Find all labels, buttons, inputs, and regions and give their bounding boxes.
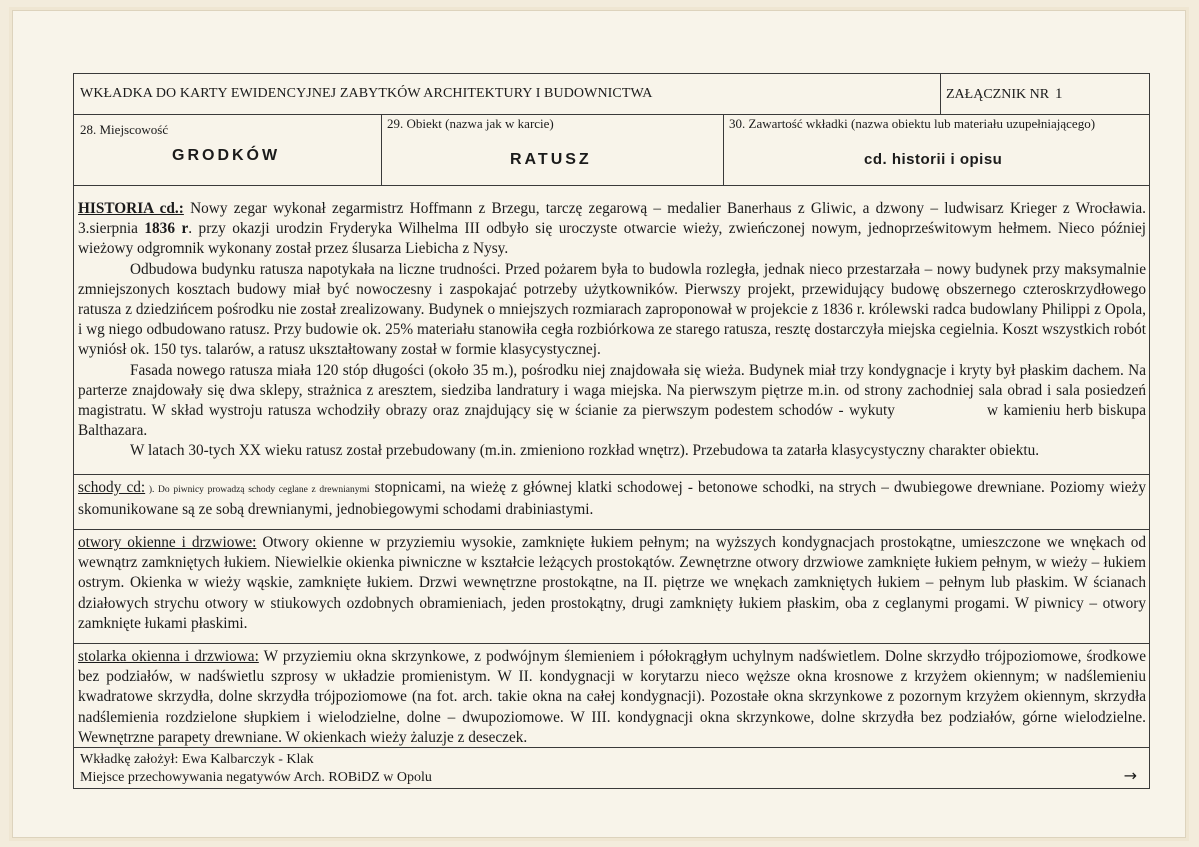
- joinery-paragraph: [78, 647, 1146, 748]
- stairs-heading: schody cd:: [78, 478, 146, 496]
- storage-line: [80, 770, 432, 786]
- record-form: [73, 73, 1150, 789]
- history-text-1a: Nowy zegar wykonał zegarmistrz Hoffmann z Brzegu, tarczę zegarową – medalier Banerhaus z Gliwic, a dzwony – ludwisarz Krieger z Wrocławia. 3.sierpnia: [78, 200, 1146, 238]
- author-line: Wkładkę założył: Ewa Kalbarczyk - Klak: [80, 752, 314, 767]
- meta-divider-1: [381, 114, 382, 185]
- contents-value: cd. historii i opisu: [864, 151, 1003, 168]
- meta-divider-2: [723, 114, 724, 185]
- openings-text: Otwory okienne w przyziemiu wysokie, zamknięte łukiem pełnym; na wyższych kondygnacjach prostokątne, umieszczone we wnękach od wewnątrz zamkniętych łukiem. Niewielkie okienka piwniczne w kształcie leżących prostokątów. Zewnętrzne otwory drzwiowe zamknięte łukiem pełnym, w wieży – łukiem ostrym. Okienka w wieży wąskie, zamknięte łukiem. Drzwi wewnętrzne prostokątne, na II. piętrze we wnękach zamkniętych łukiem – pełnym lub płaskim. W ścianach działowych strychu otwory w stiukowych ozdobnych obramieniach, jeden prostokątny, drugi zamknięty łukiem płaskim, oba z ceglanymi progami. W piwnicy – otwory zamknięte łukami płaskimi.: [78, 534, 1146, 632]
- storage-label: Miejsce przechowywania negatywów: [80, 770, 291, 785]
- history-text-3a: Fasada nowego ratusza miała 120 stóp długości (około 35 m.), pośrodku niej znajdowała się wieża. Budynek miał trzy kondygnacje i kryty był płaskim dachem. Na parterze znajdowały się dwa sklepy, strażnica z aresztem, siedziba landratury i waga miejska. Na pierwszym piętrze m.in. od strony zachodniej sala obrad i sala posiedzeń magistratu. W skład wystroju ratusza wchodziły obrazy oraz znajdujący się w ścianie za pierwszym podestem schodów - wykuty: [78, 361, 1146, 420]
- section-divider: [74, 643, 1150, 644]
- openings-paragraph: [78, 533, 1146, 634]
- locality-label: 28. Miejscowość: [80, 122, 169, 137]
- meta-row: [74, 114, 1149, 186]
- object-value: RATUSZ: [510, 151, 592, 168]
- history-year: 1836 r: [144, 220, 189, 238]
- history-paragraph-3: [78, 361, 1146, 442]
- next-page-arrow-icon: →: [1123, 766, 1137, 785]
- storage-value: Arch. ROBiDZ w Opolu: [290, 770, 432, 785]
- history-heading: HISTORIA cd.:: [78, 200, 184, 217]
- stairs-small-text: ). Do piwnicy prowadzą schody ceglane z drewnianymi: [145, 484, 370, 495]
- joinery-heading: stolarka okienna i drzwiowa:: [78, 648, 259, 666]
- header-divider: [940, 74, 941, 114]
- section-divider: [74, 529, 1150, 530]
- joinery-text: W przyziemiu okna skrzynkowe, z podwójnym ślemieniem i półokrągłym uchylnym nadświetlem. Dolne skrzydło trójpoziomowe, środkowe bez podziałów, w nadświetlu szprosy w układzie promienistym. W II. kondygnacji w korytarzu nieco węższe okna krosnowe z krzyżem okiennym; w nadślemieniu kwadratowe skrzydła, dolne skrzydła trójpoziomowe (na fot. arch. takie okna na całej kondygnacji). Pozostałe okna skrzynkowe z pozornym krzyżem okiennym, skrzydła nadślemienia rozdzielone słupkiem i wielodzielne, dolne – dwupoziomowe. W III. kondygnacji okna skrzynkowe, dolne skrzydła bez podziałów, górne wielodzielne. Wewnętrzne parapety drewniane. W okienkach wieży żaluzje z deseczek.: [78, 648, 1146, 746]
- stairs-paragraph: [78, 478, 1146, 520]
- history-paragraph-1: [78, 199, 1146, 260]
- section-divider: [74, 474, 1150, 475]
- history-paragraph-2: Odbudowa budynku ratusza napotykała na liczne trudności. Przed pożarem była to budowla rozległa, jednak nieco przestarzała – nowy budynek przy maksymalnie zmniejszonych kosztach budowy miał być nowoczesny i zaspokajać potrzeby użytkowników. Pierwszy projekt, przewidujący budowę obszernego czteroskrzydłowego ratusza z dziedzińcem pośrodku nie został zrealizowany. Budynek o mniejszych rozmiarach zaproponował w projekcie z 1836 r. królewski radca budowlany Philippi z Opola, i wg niego odbudowano ratusz. Przy budowie ok. 25% materiału stanowiła cegła rozbiórkowa ze starego ratusza, resztę dostarczyła miejska cegielnia. Koszt wszystkich robót wyniósł ok. 150 tys. talarów, a ratusz ukształtowany został w formie klasycystycznej.: [78, 260, 1146, 359]
- contents-label: 30. Zawartość wkładki (nazwa obiektu lub materiału uzupełniającego): [729, 116, 1096, 131]
- history-text-1b: . przy okazji urodzin Fryderyka Wilhelma III odbyło się uroczyste otwarcie wieży, zwieńczonej nowym, jednoprześwitowym hełmem. Nieco później wieżowy odgromnik wykonany został przez ślusarza Liebicha z Nysy.: [78, 220, 1146, 258]
- form-header: [74, 74, 1149, 115]
- form-footer: [74, 747, 1149, 791]
- openings-heading: otwory okienne i drzwiowe:: [78, 534, 257, 552]
- form-title: WKŁADKA DO KARTY EWIDENCYJNEJ ZABYTKÓW ARCHITEKTURY I BUDOWNICTWA: [80, 86, 653, 101]
- annex-label: ZAŁĄCZNIK NR: [946, 87, 1050, 102]
- object-label: 29. Obiekt (nazwa jak w karcie): [387, 116, 554, 131]
- history-paragraph-4: W latach 30-tych XX wieku ratusz został przebudowany (m.in. zmieniono rozkład wnętrz). Przebudowa ta zatarła klasycystyczny charakter obiektu.: [130, 442, 1040, 460]
- stairs-text: stopnicami, na wieżę z głównej klatki schodowej - betonowe schodki, na strych – dwubiegowe drewniane. Poziomy wieży skomunikowane są ze sobą drewnianymi, jednobiegowymi schodami drabiniastymi.: [78, 478, 1146, 518]
- locality-value: GRODKÓW: [172, 147, 281, 164]
- annex-field: [946, 86, 1063, 103]
- document-body: [78, 199, 1146, 748]
- history-text-3b: w kamieniu herb biskupa Balthazara.: [78, 402, 1146, 440]
- annex-number: 1: [1055, 86, 1063, 102]
- document-sheet: [12, 10, 1186, 838]
